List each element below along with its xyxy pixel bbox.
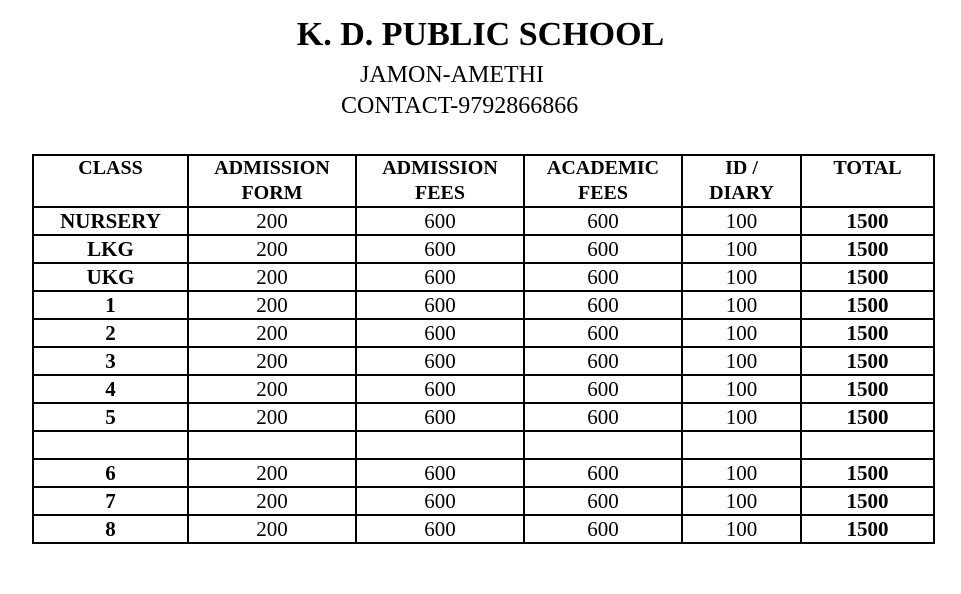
academic-fees-cell: 600 [524,291,682,319]
column-header-line: ADMISSION [382,157,498,179]
table-row [33,347,934,375]
total-cell [801,431,934,459]
academic-fees-cell [524,431,682,459]
admission-form-cell: 200 [188,319,356,347]
class-cell [33,431,188,459]
academic-fees-cell: 600 [524,487,682,515]
class-cell: 4 [33,375,188,403]
total-cell: 1500 [801,291,934,319]
class-cell: 5 [33,403,188,431]
admission-fees-cell: 600 [356,515,524,543]
academic-fees-cell: 600 [524,207,682,235]
class-cell: 2 [33,319,188,347]
class-cell: LKG [33,235,188,263]
academic-fees-cell: 600 [524,375,682,403]
academic-fees-cell: 600 [524,263,682,291]
id-diary-cell: 100 [682,347,801,375]
admission-fees-cell: 600 [356,487,524,515]
table-row [33,459,934,487]
table-row [33,515,934,543]
admission-form-cell: 200 [188,207,356,235]
admission-fees-cell: 600 [356,375,524,403]
column-header-line: CLASS [78,157,143,179]
admission-fees-cell [356,431,524,459]
admission-fees-cell: 600 [356,207,524,235]
table-row [33,207,934,235]
admission-fees-cell: 600 [356,319,524,347]
academic-fees-cell: 600 [524,347,682,375]
total-cell: 1500 [801,515,934,543]
column-header-line: FEES [414,182,466,204]
admission-fees-cell: 600 [356,291,524,319]
column-header-line: TOTAL [833,157,902,179]
admission-form-cell: 200 [188,487,356,515]
school-name: K. D. PUBLIC SCHOOL [296,16,665,53]
academic-fees-cell: 600 [524,515,682,543]
class-cell: 7 [33,487,188,515]
admission-fees-cell: 600 [356,235,524,263]
class-cell: UKG [33,263,188,291]
column-header-line: DIARY [709,182,774,204]
column-header-academic-fees [524,155,682,207]
table-row [33,263,934,291]
id-diary-cell: 100 [682,235,801,263]
table-row [33,375,934,403]
admission-form-cell: 200 [188,459,356,487]
table-row [33,403,934,431]
admission-fees-cell: 600 [356,263,524,291]
id-diary-cell: 100 [682,263,801,291]
admission-fees-cell: 600 [356,347,524,375]
id-diary-cell: 100 [682,487,801,515]
fee-table-header-row [33,155,934,207]
table-row [33,487,934,515]
column-header-admission-form [188,155,356,207]
admission-form-cell: 200 [188,403,356,431]
id-diary-cell: 100 [682,403,801,431]
school-contact: CONTACT-9792866866 [341,93,579,119]
column-header-class [33,155,188,207]
id-diary-cell: 100 [682,459,801,487]
id-diary-cell [682,431,801,459]
admission-form-cell: 200 [188,347,356,375]
academic-fees-cell: 600 [524,235,682,263]
table-row [33,291,934,319]
total-cell: 1500 [801,375,934,403]
class-cell: 8 [33,515,188,543]
table-row [33,319,934,347]
class-cell: 3 [33,347,188,375]
total-cell: 1500 [801,403,934,431]
id-diary-cell: 100 [682,375,801,403]
table-row-blank [33,431,934,459]
admission-form-cell: 200 [188,291,356,319]
academic-fees-cell: 600 [524,319,682,347]
school-location: JAMON-AMETHI [360,62,544,88]
column-header-line: FORM [241,182,303,204]
total-cell: 1500 [801,235,934,263]
admission-form-cell: 200 [188,263,356,291]
class-cell: 6 [33,459,188,487]
column-header-total [801,155,934,207]
column-header-line: ACADEMIC [546,157,660,179]
total-cell: 1500 [801,263,934,291]
admission-fees-cell: 600 [356,459,524,487]
id-diary-cell: 100 [682,207,801,235]
admission-form-cell: 200 [188,515,356,543]
column-header-admission-fees [356,155,524,207]
total-cell: 1500 [801,319,934,347]
id-diary-cell: 100 [682,515,801,543]
fee-table [32,154,935,544]
admission-form-cell: 200 [188,235,356,263]
column-header-line: ID / [725,157,758,179]
table-row [33,235,934,263]
total-cell: 1500 [801,347,934,375]
class-cell: 1 [33,291,188,319]
column-header-line: FEES [577,182,629,204]
id-diary-cell: 100 [682,291,801,319]
total-cell: 1500 [801,487,934,515]
total-cell: 1500 [801,459,934,487]
admission-fees-cell: 600 [356,403,524,431]
class-cell: NURSERY [33,207,188,235]
column-header-line: ADMISSION [214,157,330,179]
column-header-id-diary [682,155,801,207]
academic-fees-cell: 600 [524,459,682,487]
admission-form-cell [188,431,356,459]
id-diary-cell: 100 [682,319,801,347]
academic-fees-cell: 600 [524,403,682,431]
admission-form-cell: 200 [188,375,356,403]
total-cell: 1500 [801,207,934,235]
